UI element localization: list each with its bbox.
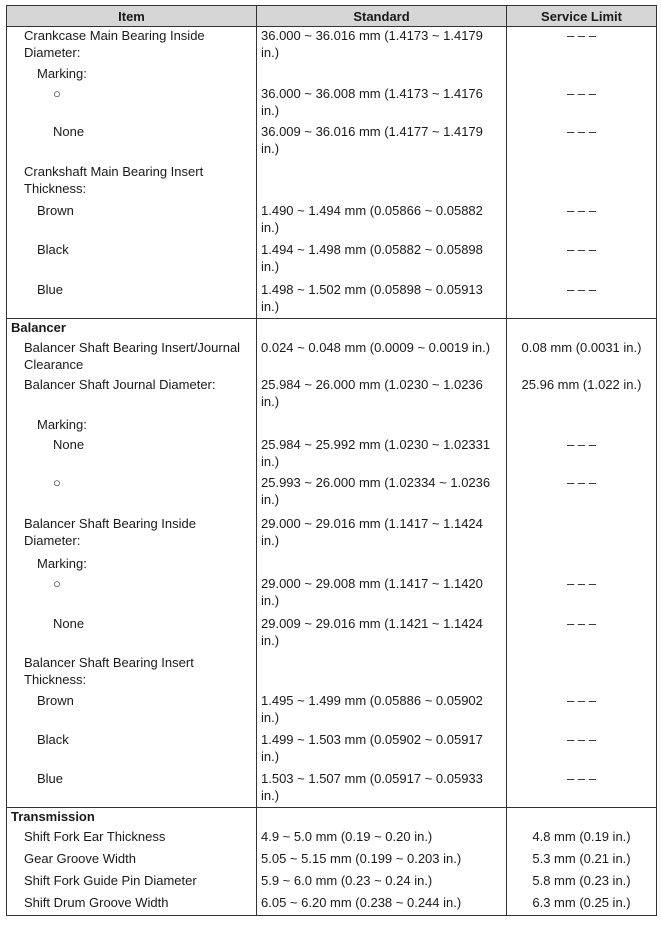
table-row bbox=[7, 416, 657, 436]
standard-cell bbox=[257, 808, 507, 828]
table-row bbox=[7, 163, 657, 202]
service-limit-cell: – – – bbox=[507, 436, 657, 474]
standard-cell: 5.9 ~ 6.0 mm (0.23 ~ 0.24 in.) bbox=[257, 872, 507, 894]
item-cell: Balancer Shaft Bearing Inside Diameter: bbox=[7, 515, 257, 555]
table-row bbox=[7, 731, 657, 770]
standard-cell: 1.498 ~ 1.502 mm (0.05898 ~ 0.05913 in.) bbox=[257, 281, 507, 319]
section-heading-row bbox=[7, 319, 657, 339]
table-row bbox=[7, 474, 657, 515]
standard-cell bbox=[257, 319, 507, 339]
item-cell: ○ bbox=[7, 474, 257, 515]
table-row bbox=[7, 281, 657, 319]
table-row bbox=[7, 65, 657, 85]
item-cell: Shift Fork Guide Pin Diameter bbox=[7, 872, 257, 894]
standard-cell bbox=[257, 555, 507, 575]
service-limit-cell: – – – bbox=[507, 770, 657, 808]
service-limit-cell: 5.3 mm (0.21 in.) bbox=[507, 850, 657, 872]
standard-cell: 1.503 ~ 1.507 mm (0.05917 ~ 0.05933 in.) bbox=[257, 770, 507, 808]
table-body bbox=[7, 27, 657, 916]
standard-cell: 36.000 ~ 36.016 mm (1.4173 ~ 1.4179 in.) bbox=[257, 27, 507, 65]
column-header-standard: Standard bbox=[257, 6, 507, 27]
table-row bbox=[7, 436, 657, 474]
item-cell: None bbox=[7, 436, 257, 474]
service-limit-cell: – – – bbox=[507, 123, 657, 163]
table-row bbox=[7, 555, 657, 575]
table-row bbox=[7, 770, 657, 808]
table-row bbox=[7, 376, 657, 416]
table-row bbox=[7, 339, 657, 376]
standard-cell: 25.984 ~ 26.000 mm (1.0230 ~ 1.0236 in.) bbox=[257, 376, 507, 416]
service-limit-cell bbox=[507, 319, 657, 339]
service-limit-cell: 6.3 mm (0.25 in.) bbox=[507, 894, 657, 916]
spec-table bbox=[6, 5, 657, 916]
standard-cell: 36.009 ~ 36.016 mm (1.4177 ~ 1.4179 in.) bbox=[257, 123, 507, 163]
table-row bbox=[7, 692, 657, 731]
table-row bbox=[7, 202, 657, 241]
service-limit-cell: – – – bbox=[507, 575, 657, 615]
table-row bbox=[7, 575, 657, 615]
standard-cell: 25.984 ~ 25.992 mm (1.0230 ~ 1.02331 in.) bbox=[257, 436, 507, 474]
item-cell: Crankcase Main Bearing Inside Diameter: bbox=[7, 27, 257, 65]
item-cell: Crankshaft Main Bearing Insert Thickness: bbox=[7, 163, 257, 202]
service-limit-cell bbox=[507, 416, 657, 436]
standard-cell: 0.024 ~ 0.048 mm (0.0009 ~ 0.0019 in.) bbox=[257, 339, 507, 376]
standard-cell: 4.9 ~ 5.0 mm (0.19 ~ 0.20 in.) bbox=[257, 828, 507, 850]
table-row bbox=[7, 515, 657, 555]
service-limit-cell: – – – bbox=[507, 474, 657, 515]
item-cell: Balancer Shaft Journal Diameter: bbox=[7, 376, 257, 416]
table-row bbox=[7, 872, 657, 894]
table-row bbox=[7, 615, 657, 654]
service-limit-cell: – – – bbox=[507, 692, 657, 731]
standard-cell: 6.05 ~ 6.20 mm (0.238 ~ 0.244 in.) bbox=[257, 894, 507, 916]
standard-cell: 1.495 ~ 1.499 mm (0.05886 ~ 0.05902 in.) bbox=[257, 692, 507, 731]
table-row bbox=[7, 241, 657, 281]
service-limit-cell bbox=[507, 555, 657, 575]
item-cell: Shift Fork Ear Thickness bbox=[7, 828, 257, 850]
item-cell: Brown bbox=[7, 202, 257, 241]
table-header-row bbox=[7, 6, 657, 27]
section-heading: Balancer bbox=[7, 319, 257, 339]
item-cell: Black bbox=[7, 241, 257, 281]
service-limit-cell: – – – bbox=[507, 731, 657, 770]
item-cell: None bbox=[7, 123, 257, 163]
standard-cell: 1.494 ~ 1.498 mm (0.05882 ~ 0.05898 in.) bbox=[257, 241, 507, 281]
service-limit-cell: – – – bbox=[507, 85, 657, 123]
item-cell: None bbox=[7, 615, 257, 654]
standard-cell bbox=[257, 654, 507, 692]
service-limit-cell: 25.96 mm (1.022 in.) bbox=[507, 376, 657, 416]
standard-cell: 29.000 ~ 29.008 mm (1.1417 ~ 1.1420 in.) bbox=[257, 575, 507, 615]
service-limit-cell: 4.8 mm (0.19 in.) bbox=[507, 828, 657, 850]
standard-cell bbox=[257, 416, 507, 436]
service-limit-cell: 0.08 mm (0.0031 in.) bbox=[507, 339, 657, 376]
item-cell: Marking: bbox=[7, 65, 257, 85]
service-limit-cell bbox=[507, 654, 657, 692]
standard-cell: 1.499 ~ 1.503 mm (0.05902 ~ 0.05917 in.) bbox=[257, 731, 507, 770]
column-header-item: Item bbox=[7, 6, 257, 27]
item-cell: Gear Groove Width bbox=[7, 850, 257, 872]
item-cell: ○ bbox=[7, 85, 257, 123]
standard-cell: 36.000 ~ 36.008 mm (1.4173 ~ 1.4176 in.) bbox=[257, 85, 507, 123]
table-row bbox=[7, 123, 657, 163]
service-limit-cell bbox=[507, 808, 657, 828]
item-cell: Blue bbox=[7, 281, 257, 319]
standard-cell bbox=[257, 163, 507, 202]
service-limit-cell: – – – bbox=[507, 202, 657, 241]
table-row bbox=[7, 654, 657, 692]
item-cell: Balancer Shaft Bearing Insert Thickness: bbox=[7, 654, 257, 692]
column-header-service-limit: Service Limit bbox=[507, 6, 657, 27]
standard-cell bbox=[257, 65, 507, 85]
section-heading: Transmission bbox=[7, 808, 257, 828]
table-row bbox=[7, 850, 657, 872]
standard-cell: 1.490 ~ 1.494 mm (0.05866 ~ 0.05882 in.) bbox=[257, 202, 507, 241]
item-cell: Black bbox=[7, 731, 257, 770]
service-limit-cell: – – – bbox=[507, 615, 657, 654]
service-limit-cell bbox=[507, 163, 657, 202]
standard-cell: 29.009 ~ 29.016 mm (1.1421 ~ 1.1424 in.) bbox=[257, 615, 507, 654]
item-cell: Balancer Shaft Bearing Insert/Journal Clearance bbox=[7, 339, 257, 376]
standard-cell: 29.000 ~ 29.016 mm (1.1417 ~ 1.1424 in.) bbox=[257, 515, 507, 555]
service-limit-cell: 5.8 mm (0.23 in.) bbox=[507, 872, 657, 894]
item-cell: Brown bbox=[7, 692, 257, 731]
item-cell: ○ bbox=[7, 575, 257, 615]
service-limit-cell: – – – bbox=[507, 27, 657, 65]
table-row bbox=[7, 828, 657, 850]
standard-cell: 25.993 ~ 26.000 mm (1.02334 ~ 1.0236 in.) bbox=[257, 474, 507, 515]
section-heading-row bbox=[7, 808, 657, 828]
item-cell: Marking: bbox=[7, 416, 257, 436]
standard-cell: 5.05 ~ 5.15 mm (0.199 ~ 0.203 in.) bbox=[257, 850, 507, 872]
table-row bbox=[7, 85, 657, 123]
service-limit-cell: – – – bbox=[507, 241, 657, 281]
item-cell: Blue bbox=[7, 770, 257, 808]
service-limit-cell: – – – bbox=[507, 281, 657, 319]
item-cell: Marking: bbox=[7, 555, 257, 575]
service-limit-cell bbox=[507, 65, 657, 85]
item-cell: Shift Drum Groove Width bbox=[7, 894, 257, 916]
table-row bbox=[7, 894, 657, 916]
table-row bbox=[7, 27, 657, 65]
service-limit-cell bbox=[507, 515, 657, 555]
